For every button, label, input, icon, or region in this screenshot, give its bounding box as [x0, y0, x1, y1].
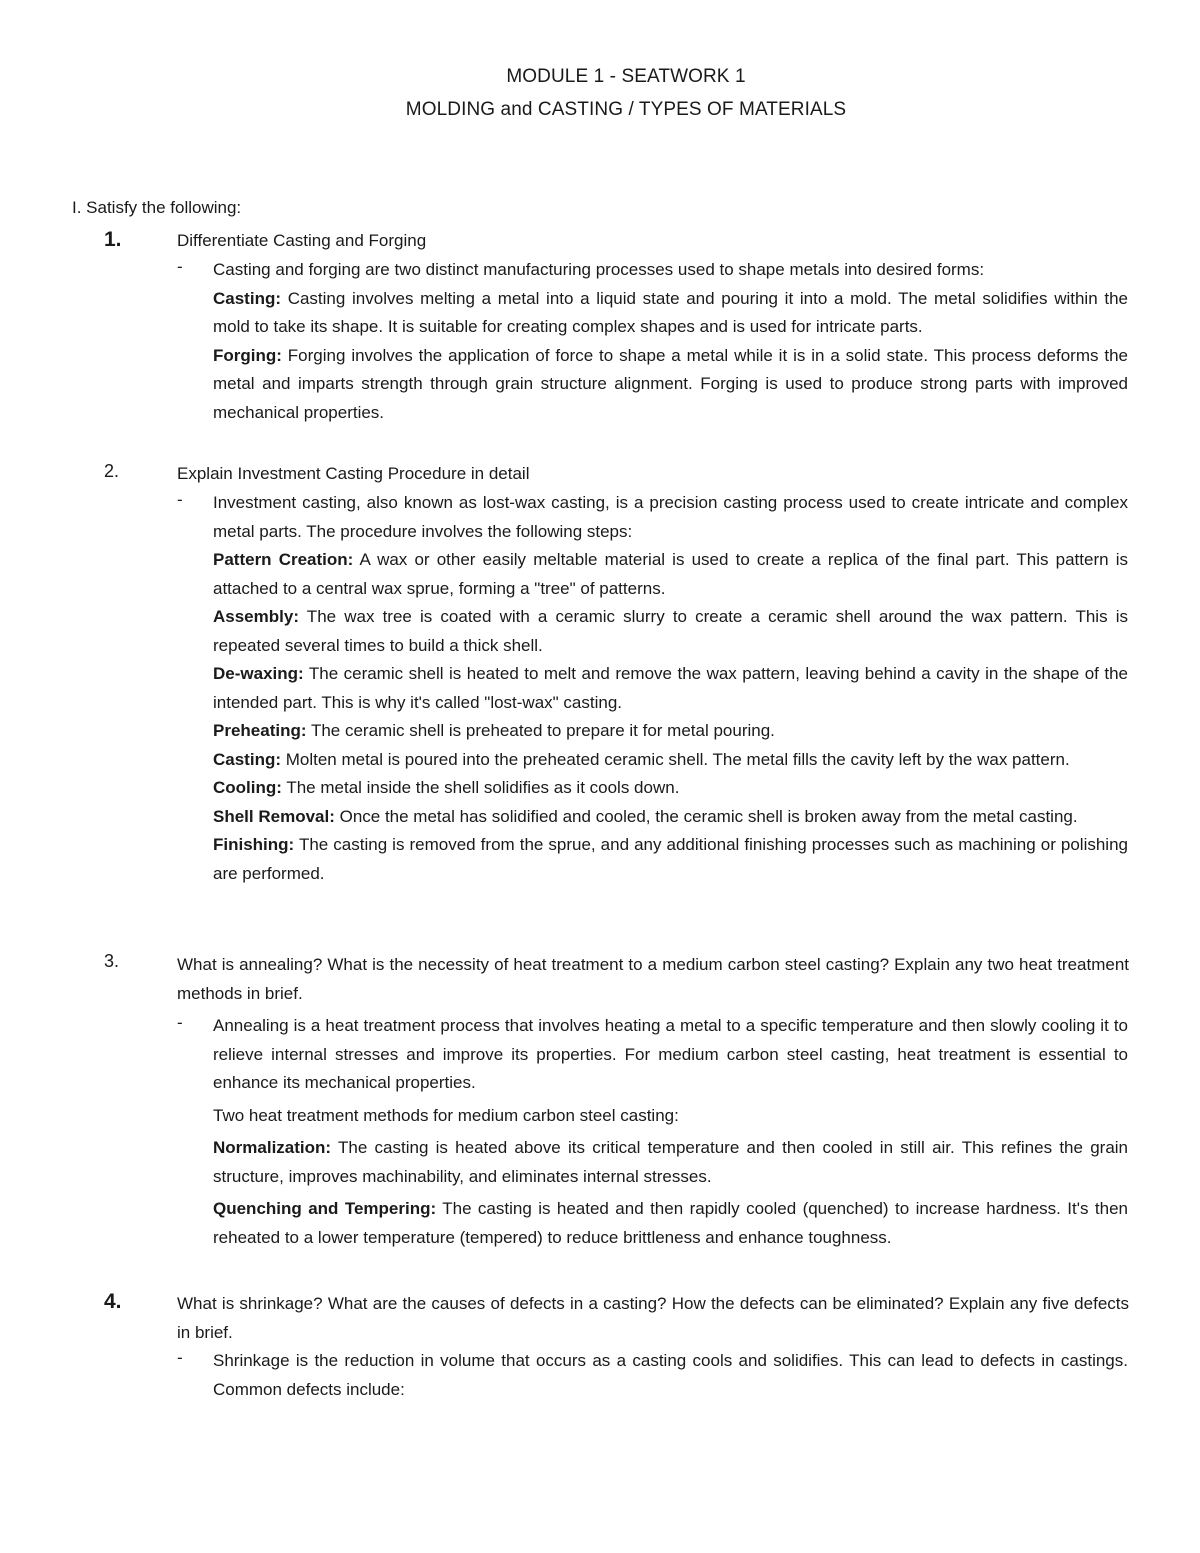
answer-desc: The casting is removed from the sprue, and any additional finishing processes such as machining or polishing are performed. [213, 835, 1128, 883]
answer-desc: Casting involves melting a metal into a liquid state and pouring it into a mold. The metal solidifies within the mold to take its shape. It is suitable for creating complex shapes and is used for intricate parts. [213, 288, 1128, 336]
answer-term: Quenching and Tempering: [213, 1199, 437, 1218]
instruction-text: I. Satisfy the following: [72, 198, 242, 217]
answer-subintro: Two heat treatment methods for medium carbon steel casting: [213, 1105, 679, 1125]
dash-bullet: - [177, 490, 183, 509]
answer-term: Assembly: [213, 607, 299, 626]
dash-bullet: - [177, 1348, 183, 1367]
answer-item [213, 831, 1128, 888]
answer-item [213, 746, 1128, 775]
question-number: 4. [104, 1290, 122, 1313]
answer-term: Casting: [213, 749, 281, 769]
answer-desc: Once the metal has solidified and cooled, the ceramic shell is broken away from the metal casting. [334, 806, 1078, 826]
answer-term: Cooling: [213, 778, 282, 797]
answer-intro: Annealing is a heat treatment process that involves heating a metal to a specific temperature and then slowly cooling it to relieve internal stresses and improve its properties. For medium carbon steel casting, heat treatment is essential to enhance its mechanical properties. [213, 1016, 1128, 1092]
answer-item [213, 774, 1128, 803]
answer-term: Casting: [213, 288, 281, 308]
answer-term: Pattern Creation: [213, 550, 354, 569]
answer-item [213, 803, 1128, 832]
answer-term: Shell Removal: [213, 806, 335, 826]
question-text: What is shrinkage? What are the causes of defects in a casting? How the defects can be eliminated? Explain any five defects in brief. [177, 1294, 1129, 1342]
answer-item [213, 1134, 1128, 1191]
dash-bullet: - [177, 257, 183, 276]
answer-block [213, 1012, 1128, 1252]
question-number: 2. [104, 461, 120, 481]
question-text: Differentiate Casting and Forging [177, 231, 427, 250]
answer-desc: The ceramic shell is preheated to prepare it for metal pouring. [306, 721, 775, 740]
answer-intro: Investment casting, also known as lost-wax casting, is a precision casting process used to create intricate and complex metal parts. The procedure involves the following steps: [213, 493, 1128, 541]
question-text: Explain Investment Casting Procedure in detail [177, 464, 530, 483]
answer-item [213, 603, 1128, 660]
answer-desc: A wax or other easily meltable material is used to create a replica of the final part. This pattern is attached to a central wax sprue, forming a "tree" of patterns. [213, 550, 1128, 598]
document-title: MODULE 1 - SEATWORK 1 [506, 66, 746, 87]
answer-block [213, 1347, 1128, 1404]
answer-intro: Casting and forging are two distinct manufacturing processes used to shape metals into desired forms: [213, 260, 985, 279]
question-number: 1. [104, 228, 122, 251]
question-text: What is annealing? What is the necessity of heat treatment to a medium carbon steel casting? Explain any two heat treatment methods in brief. [177, 955, 1129, 1003]
answer-term: Preheating: [213, 721, 307, 740]
document-subtitle: MOLDING and CASTING / TYPES OF MATERIALS [405, 99, 847, 120]
answer-block [213, 489, 1128, 888]
answer-block [213, 256, 1128, 427]
answer-term: Finishing: [213, 835, 295, 854]
answer-term: Normalization: [213, 1138, 332, 1157]
answer-item [213, 660, 1128, 717]
answer-term: Forging: [213, 345, 282, 365]
answer-item [213, 342, 1128, 428]
answer-desc: The casting is heated above its critical temperature and then cooled in still air. This refines the grain structure, improves machinability, and eliminates internal stresses. [213, 1138, 1128, 1186]
answer-item [213, 546, 1128, 603]
answer-desc: The ceramic shell is heated to melt and remove the wax pattern, leaving behind a cavity in the shape of the intended part. This is why it's called "lost-wax" casting. [213, 664, 1128, 712]
answer-desc: Molten metal is poured into the preheated ceramic shell. The metal fills the cavity left by the wax pattern. [281, 749, 1070, 769]
answer-item [213, 285, 1128, 342]
answer-intro: Shrinkage is the reduction in volume that occurs as a casting cools and solidifies. This can lead to defects in castings. Common defects include: [213, 1351, 1128, 1399]
answer-desc: The metal inside the shell solidifies as it cools down. [281, 778, 680, 797]
answer-term: De-waxing: [213, 664, 304, 683]
answer-desc: The casting is heated and then rapidly cooled (quenched) to increase hardness. It's then reheated to a lower temperature (tempered) to reduce brittleness and enhance toughness. [213, 1199, 1128, 1247]
answer-desc: The wax tree is coated with a ceramic slurry to create a ceramic shell around the wax pattern. This is repeated several times to build a thick shell. [213, 607, 1128, 655]
answer-item [213, 717, 1128, 746]
question-number: 3. [104, 951, 120, 971]
answer-desc: Forging involves the application of force to shape a metal while it is in a solid state. This process deforms the metal and imparts strength through grain structure alignment. Forging is used to produce strong parts with improved mechanical properties. [213, 345, 1128, 422]
dash-bullet: - [177, 1013, 183, 1032]
answer-item [213, 1195, 1128, 1252]
